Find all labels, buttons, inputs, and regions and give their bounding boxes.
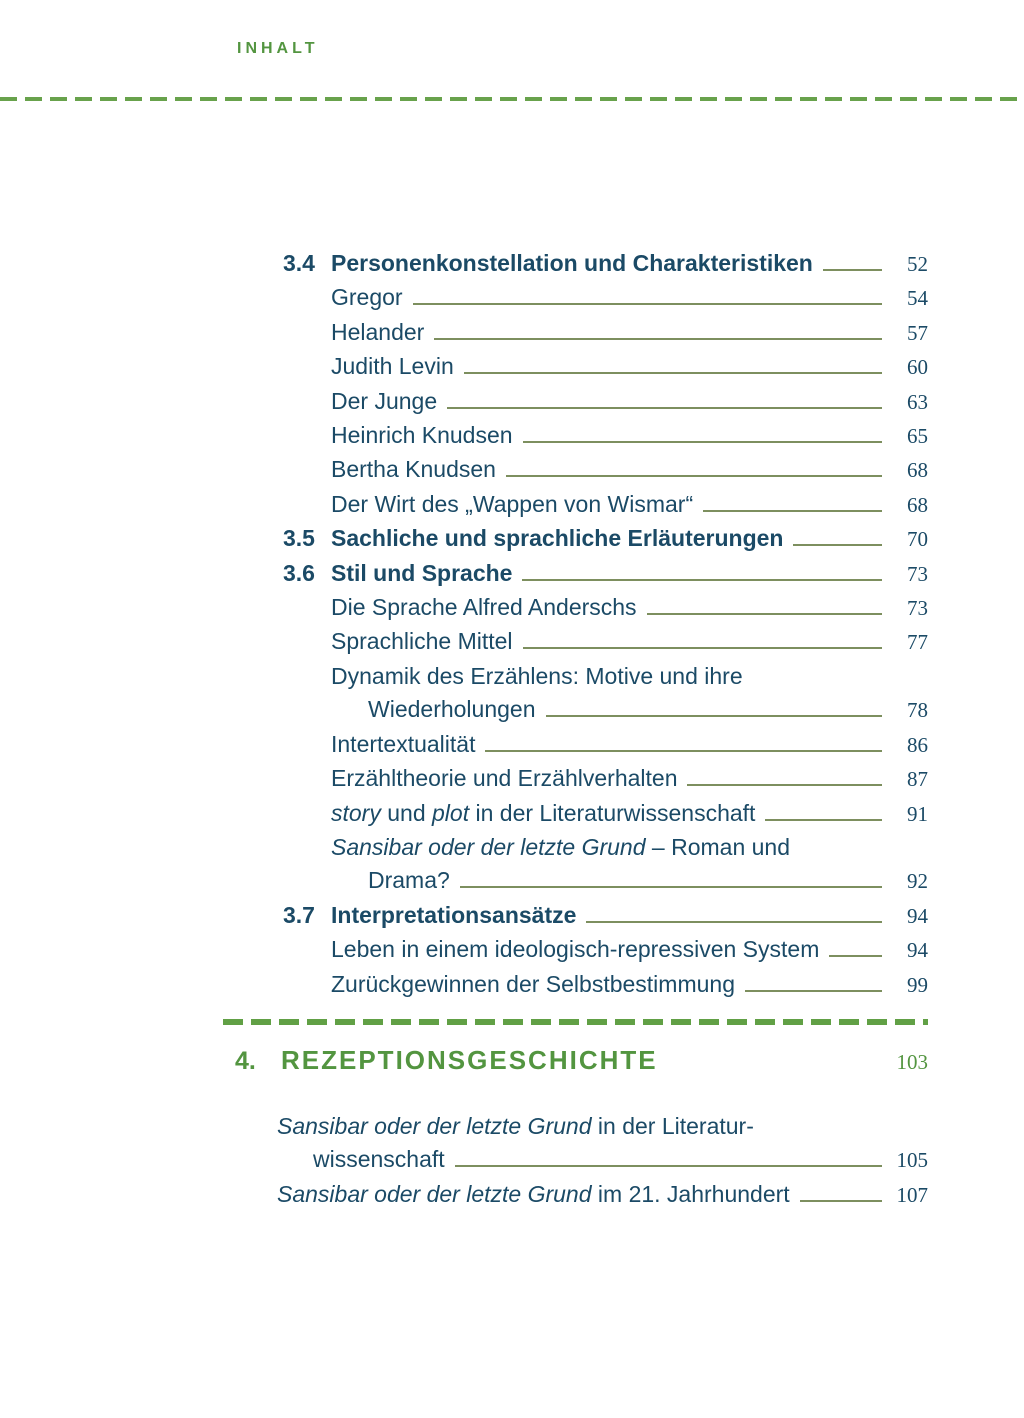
leader-line xyxy=(703,510,882,512)
leader-line xyxy=(687,784,882,786)
toc-row-page: 68 xyxy=(907,458,928,483)
toc-row-page: 68 xyxy=(907,492,928,517)
toc-row-title: Judith Levin xyxy=(331,353,454,380)
toc-row-title: Der Junge xyxy=(331,387,438,414)
toc-row-page: 54 xyxy=(907,286,928,311)
toc-row xyxy=(283,247,928,281)
toc-row-title: Interpretationsansätze xyxy=(331,901,577,928)
leader-line xyxy=(829,955,882,957)
chapter-number: 4. xyxy=(235,1047,256,1075)
toc-row-page: 86 xyxy=(907,732,928,757)
chapter-page: 103 xyxy=(896,1050,928,1074)
toc-row-number: 3.4 xyxy=(283,250,315,276)
toc-row xyxy=(283,281,928,315)
toc-row xyxy=(283,660,928,693)
toc-row-title: Sansibar oder der letzte Grund im 21. Jahrhundert xyxy=(277,1180,790,1207)
toc-row-title: story und plot in der Literaturwissenschaft xyxy=(331,799,756,826)
leader-line xyxy=(464,372,882,374)
toc-list xyxy=(283,247,928,1002)
toc-row-title: Personenkonstellation und Charakteristiken xyxy=(331,250,813,276)
toc-row-page: 57 xyxy=(907,320,928,345)
toc-row-title: Helander xyxy=(331,318,425,345)
leader-line xyxy=(546,715,882,717)
toc-row xyxy=(277,1143,928,1177)
toc-row-page: 73 xyxy=(907,596,928,621)
toc-row xyxy=(283,488,928,522)
toc-row xyxy=(283,522,928,556)
toc-row xyxy=(283,419,928,453)
dashed-rule-middle xyxy=(223,1019,928,1025)
leader-line xyxy=(765,819,882,821)
toc-row xyxy=(283,591,928,625)
toc-row xyxy=(283,453,928,487)
leader-line xyxy=(413,303,882,305)
toc-row-title: Sprachliche Mittel xyxy=(331,628,513,655)
leader-line xyxy=(460,886,882,888)
toc-row-number: 3.7 xyxy=(283,901,315,928)
toc-row-page: 107 xyxy=(896,1182,928,1207)
toc-row-page: 105 xyxy=(896,1148,928,1173)
toc-row xyxy=(283,316,928,350)
toc-row xyxy=(283,968,928,1002)
chapter-title: REZEPTIONSGESCHICHTE xyxy=(281,1045,658,1075)
leader-line xyxy=(793,544,882,546)
toc-row-page: 60 xyxy=(907,355,928,380)
toc-row xyxy=(283,693,928,727)
toc-row-number: 3.5 xyxy=(283,525,315,552)
toc-row-title: Heinrich Knudsen xyxy=(331,422,513,449)
toc-row-page: 52 xyxy=(907,252,928,276)
toc-row-title: Der Wirt des „Wappen von Wismar“ xyxy=(331,490,694,517)
toc-row xyxy=(277,1178,928,1212)
toc-row xyxy=(283,385,928,419)
toc-row-page: 94 xyxy=(907,938,928,963)
toc-row xyxy=(283,864,928,898)
reception-list xyxy=(277,1110,928,1212)
leader-line xyxy=(647,613,882,615)
toc-row-title: Zurückgewinnen der Selbstbestimmung xyxy=(331,970,735,997)
toc-row-title: Wiederholungen xyxy=(368,696,536,723)
toc-row xyxy=(283,728,928,762)
toc-row-title: Sansibar oder der letzte Grund – Roman und xyxy=(331,833,790,860)
toc-row-title: wissenschaft xyxy=(313,1146,445,1173)
leader-line xyxy=(522,579,882,581)
toc-row-page: 78 xyxy=(907,698,928,723)
toc-row xyxy=(283,350,928,384)
leader-line xyxy=(745,990,882,992)
leader-line xyxy=(455,1165,882,1167)
toc-row-page: 99 xyxy=(907,972,928,997)
toc-row-number: 3.6 xyxy=(283,559,315,586)
chapter-heading xyxy=(235,1044,928,1079)
leader-line xyxy=(523,647,882,649)
toc-row xyxy=(283,625,928,659)
toc-row-title: Bertha Knudsen xyxy=(331,456,496,483)
toc-row-page: 65 xyxy=(907,424,928,449)
toc-row xyxy=(283,762,928,796)
toc-row-title: Leben in einem ideologisch-repressiven System xyxy=(331,936,820,963)
leader-line xyxy=(523,441,882,443)
toc-row-title: Intertextualität xyxy=(331,730,476,757)
toc-row-title: Drama? xyxy=(368,867,450,894)
toc-row-title: Sansibar oder der letzte Grund in der Literatur- xyxy=(277,1113,754,1139)
toc-row-page: 92 xyxy=(907,869,928,894)
toc-row-page: 77 xyxy=(907,630,928,655)
toc-row-title: Dynamik des Erzählens: Motive und ihre xyxy=(331,662,743,689)
page-header: INHALT xyxy=(237,40,319,57)
toc-row-title: Sachliche und sprachliche Erläuterungen xyxy=(331,525,784,552)
leader-line xyxy=(823,269,882,271)
leader-line xyxy=(800,1200,882,1202)
leader-line xyxy=(447,407,882,409)
toc-row-page: 73 xyxy=(907,561,928,586)
toc-row xyxy=(277,1110,928,1143)
leader-line xyxy=(506,475,882,477)
leader-line xyxy=(434,338,882,340)
toc-row xyxy=(283,797,928,831)
toc-row-page: 87 xyxy=(907,767,928,792)
dashed-rule-top xyxy=(0,97,1024,101)
toc-row xyxy=(283,933,928,967)
toc-row xyxy=(283,899,928,933)
toc-row-page: 91 xyxy=(907,801,928,826)
toc-row-page: 94 xyxy=(907,903,928,928)
toc-row-title: Stil und Sprache xyxy=(331,559,513,586)
toc-row-page: 63 xyxy=(907,389,928,414)
leader-line xyxy=(586,921,882,923)
toc-row-title: Gregor xyxy=(331,284,403,311)
toc-row xyxy=(283,831,928,864)
toc-row-title: Die Sprache Alfred Anderschs xyxy=(331,594,637,621)
leader-line xyxy=(485,750,882,752)
toc-row xyxy=(283,557,928,591)
toc-row-title: Erzähltheorie und Erzählverhalten xyxy=(331,765,678,792)
toc-row-page: 70 xyxy=(907,527,928,552)
